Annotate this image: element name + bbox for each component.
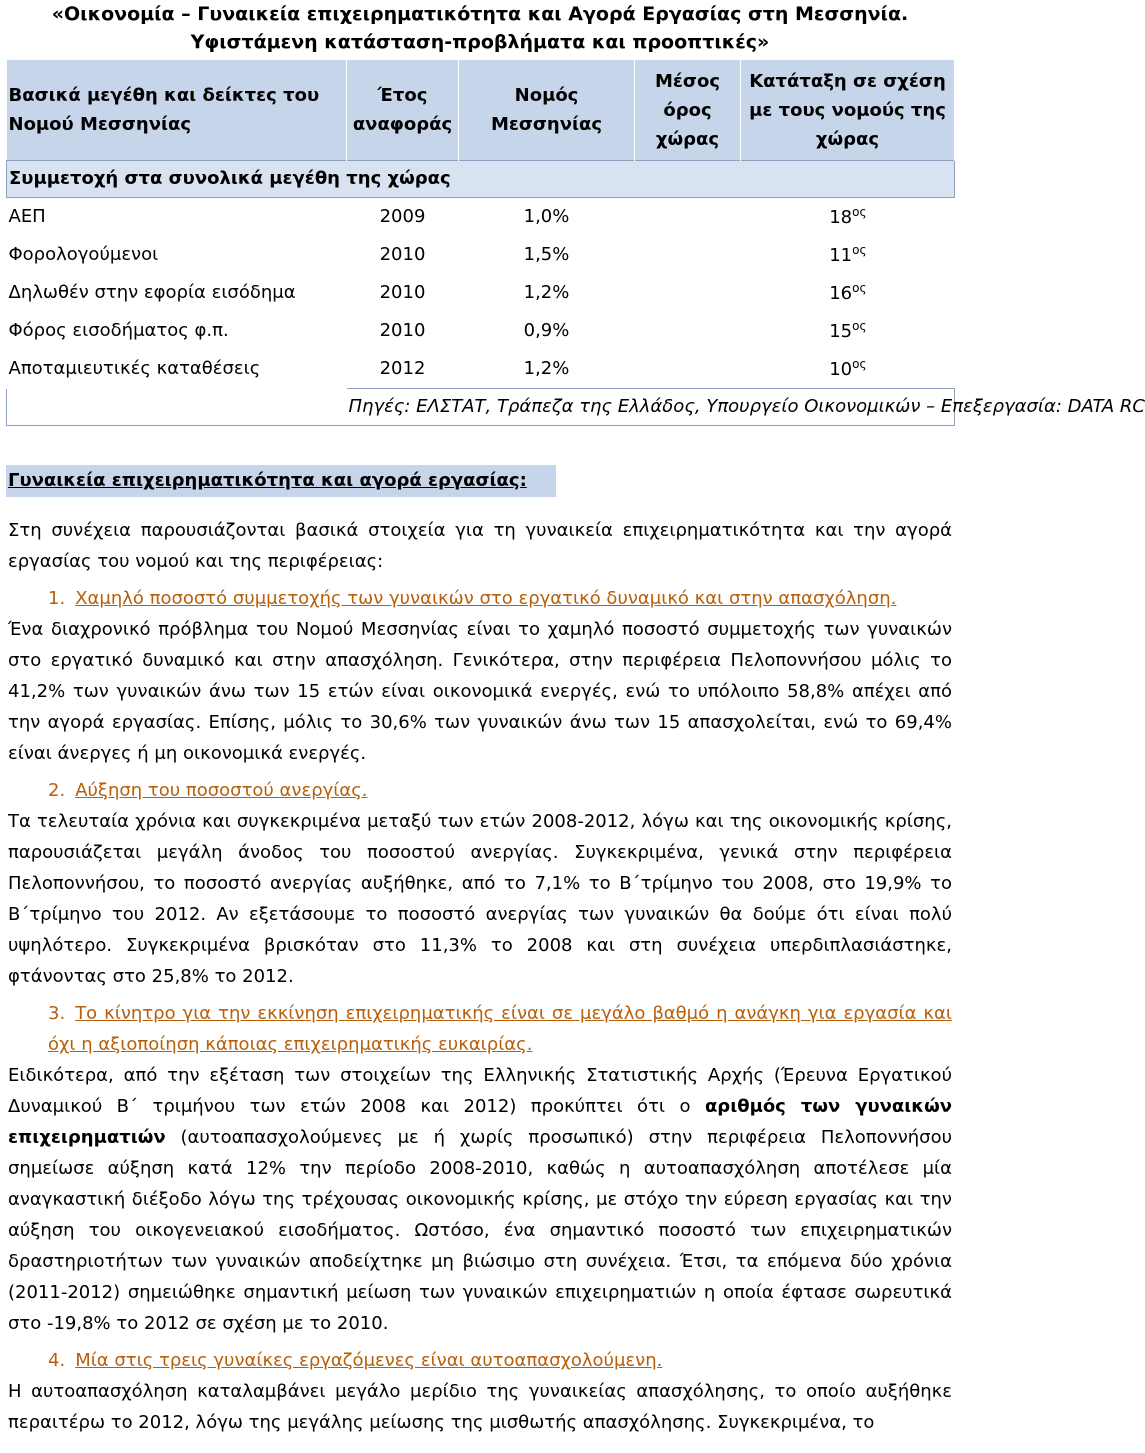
header-prefecture: Νομός Μεσσηνίας (459, 60, 635, 161)
row-rank: $16^{o\varsigma}$ (829, 280, 867, 304)
row-average (635, 198, 741, 237)
row-value: 1,2% (523, 357, 570, 379)
paragraph-entrepreneurship: Ειδικότερα, από την εξέταση των στοιχείων της Ελληνικής Στατιστικής Αρχής (Έρευνα Εργατικού Δυναμικού Β΄ τριμήνου των ετών 2008 και 2012) προκύπτει ότι ο αριθμός των γυναικών επιχειρηματιών (αυτοαπασχολούμενες με ή χωρίς προσωπικό) στην περιφέρεια Πελοποννήσου σημείωσε αύξηση κατά 12% την περίοδο 2008-2010, καθώς η αυτοαπασχόληση αποτέλεσε μία αναγκαστική διέξοδο λόγω της τρέχουσας οικονομικής κρίσης, με στόχο την εύρεση εργασίας και την αύξηση του οικογενειακού εισοδήματος. Ωστόσο, ένα σημαντικό ποσοστό των επιχειρηματικών δραστηριοτήτων των γυναικών αποδείχτηκε μη βιώσιμο στη συνέχεια. Έτσι, τα επόμενα δύο χρόνια (2011-2012) σημειώθηκε σημαντική μείωση των γυναικών επιχειρηματιών η οποία έφτασε σωρευτικά στο -19,8% το 2012 σε σχέση με το 2010. (8, 1065, 952, 1334)
source-spacer (7, 389, 347, 426)
section-heading: Γυναικεία επιχειρηματικότητα και αγορά εργασίας: (6, 465, 556, 497)
subheader: Συμμετοχή στα συνολικά μεγέθη της χώρας (7, 161, 955, 198)
list-item: 1. Χαμηλό ποσοστό συμμετοχής των γυναικών στο εργατικό δυναμικό και στην απασχόληση. (48, 588, 897, 609)
title-line-1: «Οικονομία – Γυναικεία επιχειρηματικότητα και Αγορά Εργασίας στη Μεσσηνία. (51, 3, 909, 25)
row-rank: $10^{o\varsigma}$ (829, 356, 867, 380)
row-label: Αποταμιευτικές καταθέσεις (8, 358, 261, 380)
paragraph-self-employment: Η αυτοαπασχόληση καταλαμβάνει μεγάλο μερίδιο της γυναικείας απασχόλησης, το οποίο αυξήθηκε περαιτέρω το 2012, λόγω της μεγάλης μείωσης της μισθωτής απασχόλησης. Συγκεκριμένα, το (8, 1381, 952, 1433)
row-value: 0,9% (523, 319, 570, 341)
table-source-row (7, 389, 955, 426)
document-body (8, 515, 952, 1438)
indicators-table (6, 60, 1145, 426)
row-label: Φόρος εισοδήματος φ.π. (8, 319, 229, 341)
paragraph-unemployment: Τα τελευταία χρόνια και συγκεκριμένα μεταξύ των ετών 2008-2012, λόγω και της οικονομικής κρίσης, παρουσιάζεται μεγάλη άνοδος του ποσοστού ανεργίας. Συγκεκριμένα, γενικά στην περιφέρεια Πελοποννήσου, το ποσοστό ανεργίας αυξήθηκε, από το 7,1% το Β΄τρίμηνο του 2008, στο 19,9% το Β΄τρίμηνο του 2012. Αν εξετάσουμε το ποσοστό ανεργίας των γυναικών θα δούμε ότι είναι πολύ υψηλότερο. Συγκεκριμένα βρισκόταν στο 11,3% το 2008 και στη συνέχεια υπερδιπλασιάστηκε, φτάνοντας στο 25,8% το 2012. (8, 811, 952, 987)
row-label: Δηλωθέν στην εφορία εισόδημα (8, 281, 296, 303)
table-row (7, 198, 955, 237)
list-item: 3. Το κίνητρο για την εκκίνηση επιχειρηματικής είναι σε μεγάλο βαθμό η ανάγκη για εργασία και όχι η αξιοποίηση κάποιας επιχειρηματικής ευκαιρίας. (48, 1003, 952, 1055)
table-source: Πηγές: ΕΛΣΤΑΤ, Τράπεζα της Ελλάδος, Υπουργείο Οικονομικών – Επεξεργασία: DATA RC (347, 389, 955, 426)
row-year: 2010 (379, 319, 426, 341)
title-line-2: Υφιστάμενη κατάσταση-προβλήματα και προοπτικές» (190, 31, 770, 53)
table-subheader-row (7, 161, 955, 198)
header-year: Έτος αναφοράς (347, 60, 459, 161)
row-rank: $15^{o\varsigma}$ (829, 318, 867, 342)
list-item: 2. Αύξηση του ποσοστού ανεργίας. (48, 780, 368, 801)
list-item: 4. Μία στις τρεις γυναίκες εργαζόμενες είναι αυτοαπασχολούμενη. (48, 1350, 663, 1371)
header-indicator: Βασικά μεγέθη και δείκτες του Νομού Μεσσηνίας (7, 60, 347, 161)
header-ranking: Κατάταξη σε σχέση με τους νομούς της χώρας (741, 60, 955, 161)
table-row (7, 236, 955, 274)
row-year: 2012 (379, 357, 426, 379)
row-average (635, 350, 741, 389)
row-average (635, 312, 741, 350)
table-header-row (7, 60, 955, 161)
row-average (635, 274, 741, 312)
row-average (635, 236, 741, 274)
table-row (7, 274, 955, 312)
row-rank: $11^{o\varsigma}$ (829, 242, 867, 266)
table-row (7, 350, 955, 389)
row-label: Φορολογούμενοι (8, 243, 159, 265)
row-year: 2010 (379, 281, 426, 303)
paragraph-participation: Ένα διαχρονικό πρόβλημα του Νομού Μεσσηνίας είναι το χαμηλό ποσοστό συμμετοχής των γυναικών στο εργατικό δυναμικό και στην απασχόληση. Γενικότερα, στην περιφέρεια Πελοποννήσου μόλις το 41,2% των γυναικών άνω των 15 ετών είναι οικονομικά ενεργές, ενώ το υπόλοιπο 58,8% απέχει από την αγορά εργασίας. Επίσης, μόλις το 30,6% των γυναικών άνω των 15 απασχολείται, ενώ το 69,4% είναι άνεργες ή μη οικονομικά ενεργές. (8, 619, 952, 764)
row-year: 2009 (379, 205, 426, 227)
document-title (0, 0, 960, 56)
intro-paragraph: Στη συνέχεια παρουσιάζονται βασικά στοιχεία για τη γυναικεία επιχειρηματικότητα και την αγορά εργασίας του νομού και της περιφέρειας: (8, 520, 952, 572)
row-value: 1,2% (523, 281, 570, 303)
row-label: ΑΕΠ (8, 205, 46, 227)
row-value: 1,0% (523, 205, 570, 227)
row-year: 2010 (379, 243, 426, 265)
row-rank: $18^{o\varsigma}$ (829, 204, 867, 228)
row-value: 1,5% (523, 243, 570, 265)
table-row (7, 312, 955, 350)
header-country-average: Μέσος όρος χώρας (635, 60, 741, 161)
